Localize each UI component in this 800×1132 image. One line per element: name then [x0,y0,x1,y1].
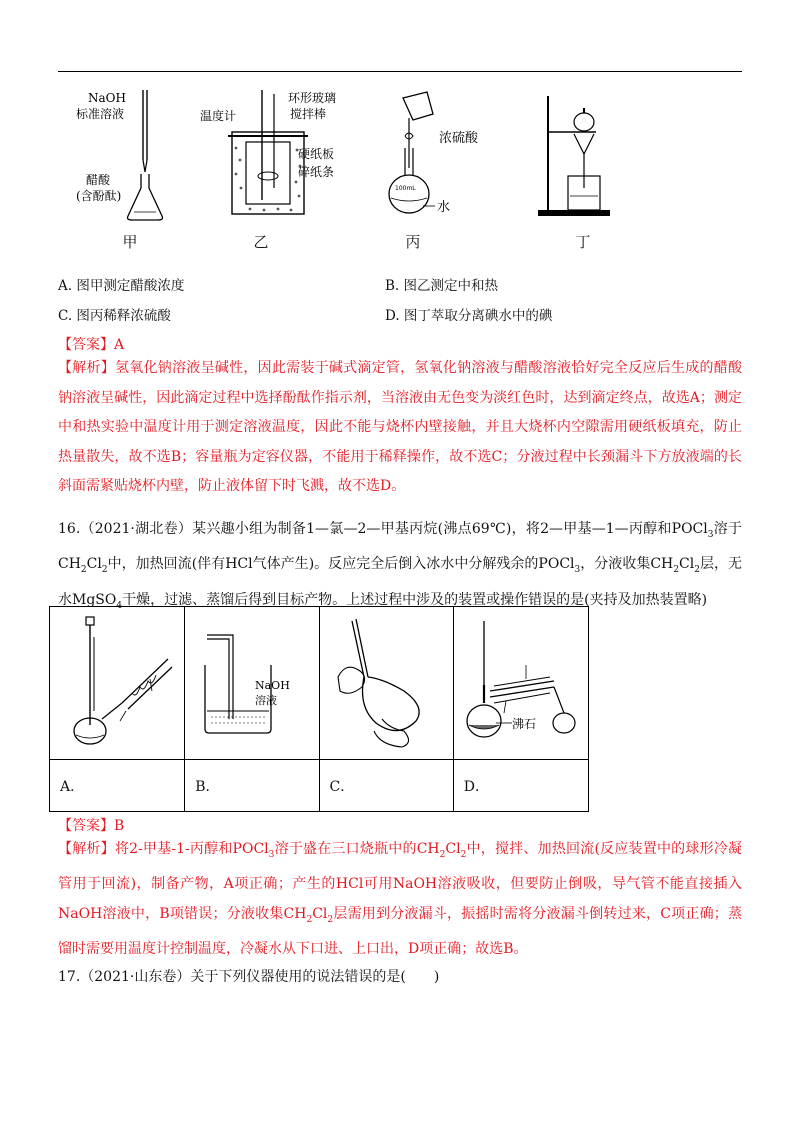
q16-option-b-label: B． [185,760,319,812]
figure-jia [58,88,178,228]
subscript: 3 [574,565,581,576]
q16-options-table [49,606,589,812]
q15-analysis [58,354,742,502]
titration-apparatus [58,88,178,228]
q16-stem [58,515,742,621]
acetic-acid-label: 醋酸 [86,173,111,187]
q16-option-c-label: C． [319,760,453,812]
header-rule [58,71,742,72]
q16-stem-part: 溶于 [713,521,742,537]
answer-tag: 【答案】 [58,337,114,353]
q16-option-d-image [453,607,588,760]
subscript: 2 [439,849,446,860]
q15-option-c: C. 图丙稀释浓硫酸 [58,308,171,324]
gas-absorption-apparatus [185,607,318,755]
analysis-part: Cl [312,905,328,922]
subscript: 3 [707,529,714,540]
figure-jia-tag: 甲 [122,233,138,251]
q17-number: 17. [58,969,81,985]
subscript: 2 [80,565,87,576]
distillation-apparatus [454,607,588,755]
paper-shreds-label: 碎纸条 [298,165,335,179]
q17-source: （2021·山东卷） [80,969,191,985]
q16-number: 16. [58,521,81,537]
subscript: 2 [101,565,108,576]
volumetric-flask-dilution [383,88,503,228]
analysis-tag: 【解析】 [58,360,116,376]
analysis-part: 层需用到分液漏斗，振摇时需将分液漏斗倒转过来，C项正确；蒸馏时需要用温度计控制温度，冷凝水从下口进、上口出，D项正确；故选B。 [58,905,742,958]
subscript: 4 [116,600,123,611]
analysis-tag: 【解析】 [58,841,115,857]
calorimeter-apparatus [198,88,348,228]
naoh-label: NaOH [88,91,126,105]
q15-answer [58,334,124,354]
subscript: 2 [306,914,313,925]
analysis-text: 氢氧化钠溶液呈碱性，因此需装于碱式滴定管，氢氧化钠溶液与醋酸溶液恰好完全反应后生成的醋酸钠溶液呈碱性，因此滴定过程中选择酚酞作指示剂，当溶液由无色变为淡红色时，达到滴定终点，故选A；测定中和热实验中温度计用于测定溶液温度，因此不能与烧杯内壁接触，并且大烧杯内空隙需用硬纸板填充，防止热量散失，故不选B；容量瓶为定容仪器，不能用于稀释操作，故不选C；分液过程中长颈漏斗下方放液端的长斜面需紧贴烧杯内壁，防止液体留下时飞溅，故不选D。 [58,360,743,494]
stirrer-label: 环形玻璃 [288,91,337,105]
phenolphthalein-label: (含酚酞) [76,189,122,203]
standard-solution-label: 标准溶液 [76,107,125,121]
q16-stem-part: 层，无 [699,556,743,573]
q16-stem-part: CH [58,556,81,573]
q16-stem-part: Cl [86,556,102,573]
flask-volume-label: 100mL [395,185,416,192]
answer-tag: 【答案】 [58,818,114,834]
subscript: 2 [673,565,680,576]
q16-stem-part: 中，加热回流(伴有HCl气体产生)。反应完全后倒入冰水中分解残余的POCl [107,556,575,573]
subscript: 2 [694,565,700,576]
q17-stem [58,966,439,986]
q16-option-b-image [185,607,319,760]
reflux-apparatus [50,607,184,755]
q16-analysis [58,835,742,965]
naoh-solution-label: NaOH [255,679,291,692]
subscript: 2 [327,914,334,925]
q16-option-a-image [50,607,185,760]
answer-value: A [114,337,125,353]
q15-option-b: B. 图乙测定中和热 [385,278,499,294]
q16-stem-part: 水MgSO [58,591,117,608]
cardboard-label: 硬纸板 [298,147,335,161]
thermometer-label: 温度计 [200,109,237,123]
subscript: 3 [268,849,275,860]
q16-stem-part: 某兴趣小组为制备1—氯—2—甲基丙烷(沸点69℃)，将2—甲基—1—丙醇和POCl [192,521,708,537]
figure-yi-tag: 乙 [253,233,269,251]
q16-stem-part: ，分液收集CH [580,556,674,573]
figure-yi [198,88,348,228]
q16-option-a-label: A． [50,760,185,812]
q15-option-a: A. 图甲测定醋酸浓度 [58,278,185,294]
q16-answer [58,815,124,835]
analysis-part: 中，搅拌、加热回流(反应装置中的球形冷凝管用于回流)，制备产物，A项正确；产生的HCl可用NaOH溶液吸收，但要防止倒吸，导气管不能直接插入NaOH溶液中，B项错误；分液收集CH [58,841,743,922]
q16-stem-part: Cl [679,556,695,573]
figure-bing [383,88,503,228]
figure-bing-tag: 丙 [405,233,421,251]
answer-value: B [114,818,125,834]
analysis-part: 将2-甲基-1-丙醇和POCl [114,841,269,857]
q15-figures [58,88,618,251]
stirrer-label-2: 搅拌棒 [290,107,327,121]
conc-sulfuric-acid-label: 浓硫酸 [439,131,479,146]
q16-option-c-image [319,607,453,760]
figure-ding [528,88,618,228]
figure-ding-tag: 丁 [575,233,591,251]
analysis-part: 溶于盛在三口烧瓶中的CH [274,841,440,857]
q15-option-d: D. 图丁萃取分离碘水中的碘 [385,308,553,324]
q16-source: （2021·湖北卷） [80,521,193,537]
q16-stem-part: 干燥，过滤、蒸馏后得到目标产物。上述过程中涉及的装置或操作错误的是(夹持及加热装置略) [122,591,708,608]
separatory-funnel-apparatus [528,88,618,228]
water-label: 水 [437,200,451,215]
boiling-chips-label: 沸石 [511,717,536,731]
naoh-solution-label-2: 溶液 [255,694,278,707]
subscript: 2 [460,849,467,860]
shaking-separatory-funnel [320,607,453,755]
q16-option-d-label: D． [453,760,588,812]
q17-text: 关于下列仪器使用的说法错误的是( ) [190,969,440,985]
analysis-part: Cl [445,841,461,857]
